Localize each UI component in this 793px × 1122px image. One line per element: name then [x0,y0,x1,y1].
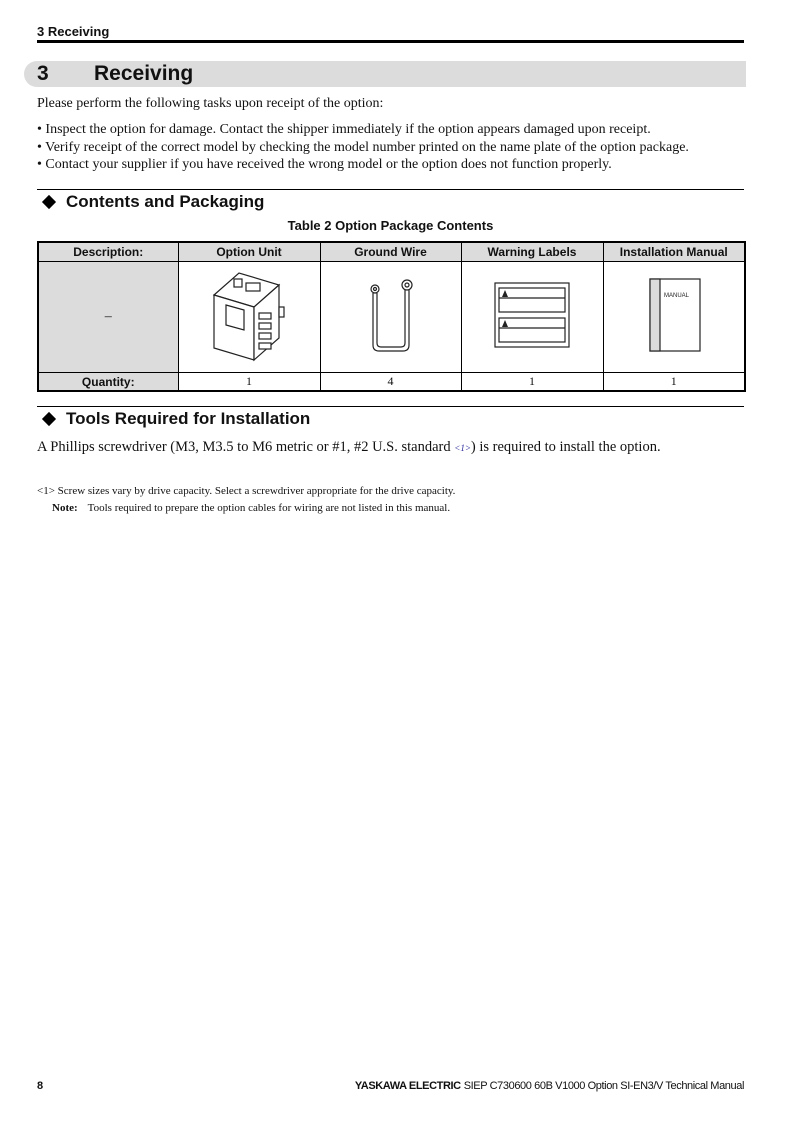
header-option-unit: Option Unit [178,242,320,262]
ground-wire-cell [320,262,461,373]
image-placeholder-cell: – [38,262,178,373]
list-item: • Verify receipt of the correct model by checking the model number printed on the name plate of the option package. [37,139,689,155]
footnote-reference-link[interactable]: <1> [454,443,471,453]
warning-labels-illustration [492,280,572,350]
footer-brand: YASKAWA ELECTRIC [354,1080,461,1092]
option-unit-cell [178,262,320,373]
note-label: Note: [52,502,78,514]
manual-cover-label: MANUAL [663,292,689,299]
section-title: Tools Required for Installation [66,409,311,428]
quantity-installation-manual: 1 [603,373,745,392]
section-heading-contents [40,191,264,213]
manual-book-illustration [644,275,704,355]
chapter-heading [24,61,746,87]
footnote: <1> Screw sizes vary by drive capacity. Select a screwdriver appropriate for the drive capacity. [37,485,456,497]
section-heading-tools [40,408,310,430]
diamond-bullet-icon [42,412,56,426]
tools-text-start: A Phillips screwdriver (M3, M3.5 to M6 metric or #1, #2 U.S. standard [37,439,455,455]
running-head: 3 Receiving [37,24,744,43]
page-number: 8 [37,1080,44,1092]
header-description: Description: [38,242,178,262]
header-warning-labels: Warning Labels [461,242,603,262]
section-divider [37,406,744,407]
note-text: Tools required to prepare the option cables for wiring are not listed in this manual. [87,502,451,514]
table-image-row [38,262,745,373]
ground-wire-illustration [361,275,421,355]
section-divider [37,189,744,190]
tools-paragraph [37,438,661,457]
table-header-row [38,242,745,262]
quantity-label: Quantity: [38,373,178,392]
note [52,501,450,515]
list-item: • Inspect the option for damage. Contact the shipper immediately if the option appears damaged upon receipt. [37,122,651,137]
section-title: Contents and Packaging [66,192,265,211]
quantity-ground-wire: 4 [320,373,461,392]
diamond-bullet-icon [42,195,56,209]
header-installation-manual: Installation Manual [603,242,745,262]
table-caption: Table 2 Option Package Contents [287,218,494,233]
footer-doc-title: SIEP C730600 60B V1000 Option SI-EN3/V Technical Manual [463,1080,744,1092]
chapter-number: 3 [37,62,49,85]
installation-manual-cell [603,262,745,373]
footer-document-title [355,1080,744,1092]
tools-text-end: ) is required to install the option. [470,439,661,455]
option-unit-illustration [204,265,294,365]
intro-text: Please perform the following tasks upon receipt of the option: [37,96,384,111]
package-contents-table [37,241,746,392]
list-item: • Contact your supplier if you have received the wrong model or the option does not function properly. [37,157,612,172]
chapter-title: Receiving [94,62,194,85]
quantity-option-unit: 1 [178,373,320,392]
quantity-warning-labels: 1 [461,373,603,392]
table-quantity-row [38,373,745,392]
warning-labels-cell [461,262,603,373]
receipt-task-list [37,121,689,174]
header-ground-wire: Ground Wire [320,242,461,262]
